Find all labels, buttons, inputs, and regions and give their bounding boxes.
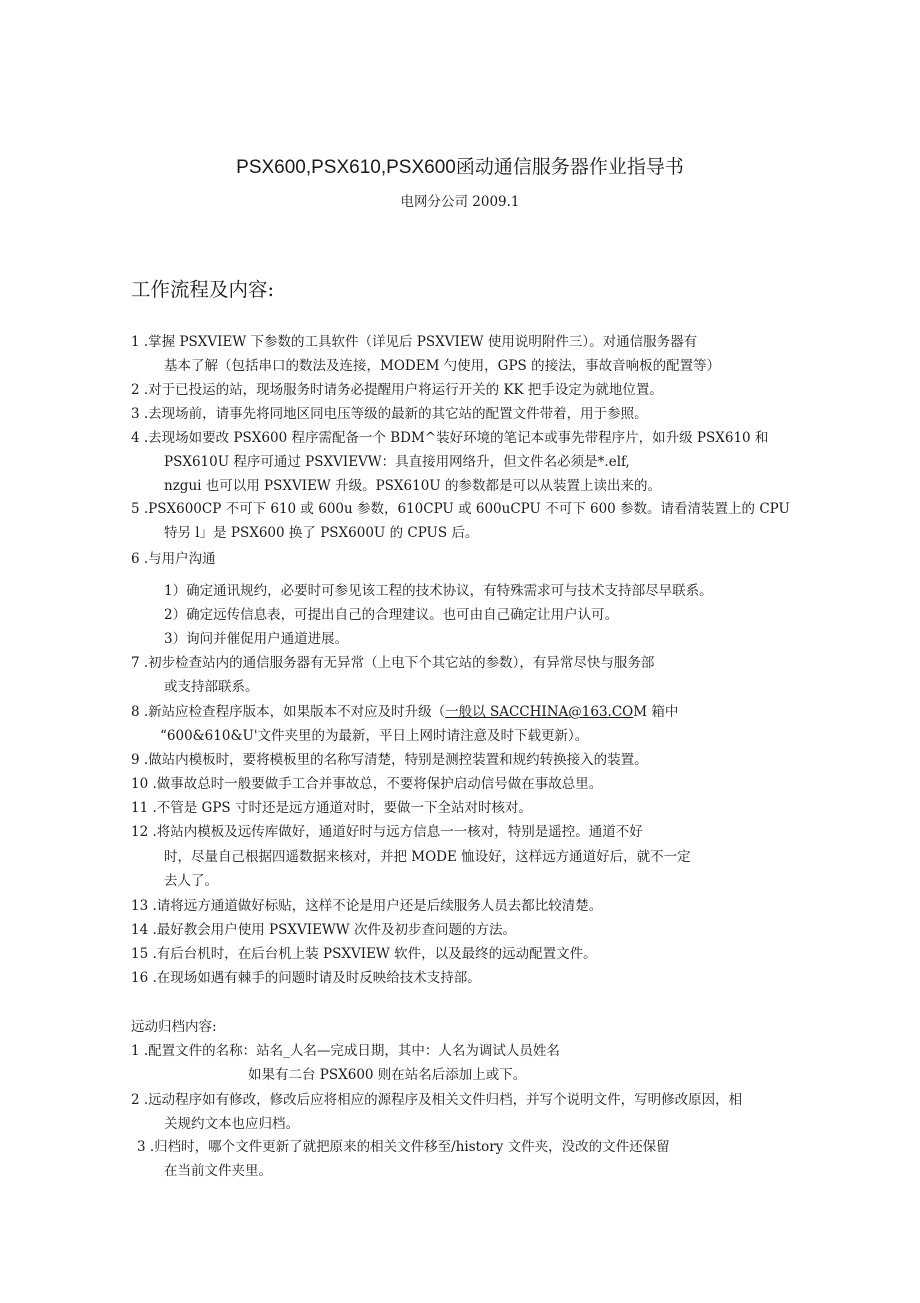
list-item-1-line-2: 基本了解（包括串口的数法及连接，MODEM 勺使用，GPS 的接法，事故音响板的配置等） — [164, 358, 721, 374]
list-item-6: 6 .与用户沟通 — [131, 551, 216, 567]
list-item-8-prefix: 8 .新站应检查程序版本，如果版本不对应及时升级（ — [131, 704, 446, 720]
list-item-12-line-2: 时，尽量自己根据四遥数据来核对，并把 MODE 恤设好，这样远方通道好后，就不一定 — [164, 849, 691, 865]
list-item-12-line-1: 12 .将站内模板及远传库做好，通道好时与远方信息一一核对，特别是遥控。通道不好 — [131, 824, 643, 840]
archive-heading: 远动归档内容: — [131, 1019, 217, 1035]
list-item-7-line-2: 或支持部联系。 — [164, 679, 259, 695]
archive-item-3-line-1: 3 .归档时，哪个文件更新了就把原来的相关文件移至/history 文件夹，没改的文件还保留 — [137, 1139, 670, 1155]
email-link[interactable]: 一般以 SACCHINA@163.CO — [445, 704, 634, 720]
list-item-16: 16 .在现场如遇有棘手的问题时请及时反映给技术支持部。 — [131, 970, 481, 986]
archive-item-2-line-2: 关规约文本也应归档。 — [164, 1116, 299, 1132]
list-item-12-line-3: 去人了。 — [164, 873, 218, 889]
list-item-7-line-1: 7 .初步检查站内的通信服务器有无异常（上电下个其它站的参数），有异常尽快与服务部 — [131, 655, 655, 671]
list-item-8-line-2: “600&610&U'文件夹里的为最新，平日上网时请注意及时下载更新）。 — [160, 728, 589, 744]
section-heading: 工作流程及内容: — [131, 278, 275, 301]
list-item-6-sub-3: 3）询问并催促用户通道进展。 — [164, 631, 349, 647]
list-item-14: 14 .最好教会用户使用 PSXVIEWW 次件及初步查问题的方法。 — [131, 922, 516, 938]
archive-item-3-line-2: 在当前文件夹里。 — [164, 1163, 272, 1179]
document-title: PSX600,PSX610,PSX600函动通信服务器作业指导书 — [236, 157, 684, 178]
archive-item-1-line-2: 如果有二台 PSX600 则在站名后添加上或下。 — [248, 1067, 527, 1083]
list-item-6-sub-2: 2）确定远传信息表，可提出自己的合理建议。也可由自己确定让用户认可。 — [164, 607, 619, 623]
list-item-5-line-1: 5 .PSX600CP 不可下 610 或 600u 参数，610CPU 或 600uCPU 不可下 600 参数。请看清装置上的 CPU — [131, 501, 790, 517]
list-item-8-line-1 — [131, 704, 678, 720]
list-item-6-sub-1: 1）确定通讯规约，必要时可参见该工程的技术协议，有特殊需求可与技术支持部尽早联系。 — [164, 583, 713, 599]
list-item-4-line-2: PSX610U 程序可通过 PSXVIEVW：具直接用网络升，但文件名必须是*.elf, — [164, 454, 630, 470]
archive-item-2-line-1: 2 .远动程序如有修改，修改后应将相应的源程序及相关文件归档，并写个说明文件，写明修改原因，相 — [131, 1092, 743, 1108]
list-item-4-line-3: nzgui 也可以用 PSXVIEW 升级。PSX610U 的参数都是可以从装置上读出来的。 — [164, 478, 661, 494]
list-item-9: 9 .做站内模板时，要将模板里的名称写清楚，特别是测控装置和规约转换接入的装置。 — [131, 752, 648, 768]
list-item-4-line-1: 4 .去现场如要改 PSX600 程序需配备一个 BDM^装好环境的笔记本或事先带程序片，如升级 PSX610 和 — [131, 430, 769, 446]
list-item-15: 15 .有后台机时，在后台机上装 PSXVIEW 软件，以及最终的远动配置文件。 — [131, 946, 597, 962]
list-item-5-line-2: 特另 l」是 PSX600 换了 PSX600U 的 CPUS 后。 — [164, 525, 479, 541]
list-item-1-line-1: 1 .掌握 PSXVIEW 下参数的工具软件（详见后 PSXVIEW 使用说明附件三）。对通信服务器有 — [131, 334, 698, 350]
document-subtitle: 电网分公司 2009.1 — [400, 194, 520, 210]
list-item-13: 13 .请将远方通道做好标贴，这样不论是用户还是后续服务人员去都比较清楚。 — [131, 898, 603, 914]
list-item-3: 3 .去现场前，请事先将同地区同电压等级的最新的其它站的配置文件带着，用于参照。 — [131, 406, 648, 422]
list-item-10: 10 .做事故总时一般要做手工合并事故总，不要将保护启动信号做在事故总里。 — [131, 776, 603, 792]
list-item-8-suffix: M 箱中 — [633, 704, 679, 720]
list-item-11: 11 .不管是 GPS 寸时还是远方通道对时，要做一下全站对时核对。 — [131, 800, 532, 816]
list-item-2: 2 .对于已投运的站，现场服务时请务必提醒用户将运行开关的 KK 把手设定为就地位置。 — [131, 382, 663, 398]
archive-item-1-line-1: 1 .配置文件的名称：站名_人名—完成日期，其中：人名为调试人员姓名 — [131, 1043, 560, 1059]
